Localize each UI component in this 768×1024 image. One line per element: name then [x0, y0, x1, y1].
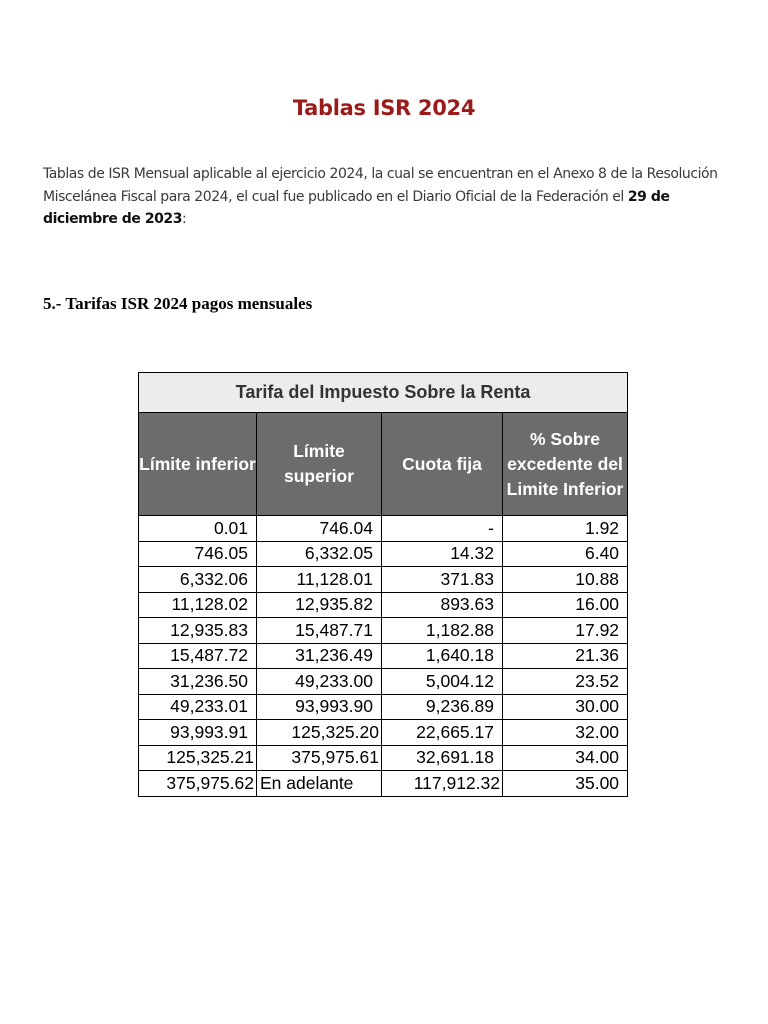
cell-porcentaje: 16.00 [503, 592, 628, 618]
cell-limite-superior: 746.04 [257, 516, 382, 542]
cell-limite-superior: En adelante [257, 771, 382, 797]
cell-limite-superior: 11,128.01 [257, 567, 382, 593]
cell-porcentaje: 23.52 [503, 669, 628, 695]
cell-limite-superior: 15,487.71 [257, 618, 382, 644]
table-row [139, 771, 628, 797]
page-title: Tablas ISR 2024 [292, 96, 476, 120]
cell-limite-inferior: 93,993.91 [139, 720, 257, 746]
cell-porcentaje: 21.36 [503, 643, 628, 669]
cell-cuota-fija: 117,912.32 [382, 771, 503, 797]
intro-text: Tablas de ISR Mensual aplicable al ejercicio 2024, la cual se encuentran en el Anexo 8 de la Resolución Miscelánea Fiscal para 2024, el cual fue publicado en el Diario Oficial de la Federación el [43, 166, 718, 205]
cell-cuota-fija: 5,004.12 [382, 669, 503, 695]
cell-cuota-fija: - [382, 516, 503, 542]
table-body [139, 516, 628, 797]
cell-cuota-fija: 14.32 [382, 541, 503, 567]
cell-cuota-fija: 893.63 [382, 592, 503, 618]
cell-cuota-fija: 371.83 [382, 567, 503, 593]
table-caption: Tarifa del Impuesto Sobre la Renta [139, 373, 628, 413]
header-cuota-fija: Cuota fija [382, 413, 503, 516]
intro-paragraph [43, 163, 733, 231]
cell-limite-inferior: 12,935.83 [139, 618, 257, 644]
cell-limite-superior: 12,935.82 [257, 592, 382, 618]
table-row [139, 618, 628, 644]
cell-porcentaje: 1.92 [503, 516, 628, 542]
cell-limite-superior: 93,993.90 [257, 694, 382, 720]
cell-cuota-fija: 1,640.18 [382, 643, 503, 669]
cell-limite-superior: 125,325.20 [257, 720, 382, 746]
cell-porcentaje: 35.00 [503, 771, 628, 797]
cell-limite-inferior: 0.01 [139, 516, 257, 542]
intro-text-end: : [182, 211, 187, 227]
table-row [139, 720, 628, 746]
table-row [139, 592, 628, 618]
table-row [139, 643, 628, 669]
cell-porcentaje: 10.88 [503, 567, 628, 593]
cell-limite-inferior: 49,233.01 [139, 694, 257, 720]
cell-limite-inferior: 15,487.72 [139, 643, 257, 669]
section-heading: 5.- Tarifas ISR 2024 pagos mensuales [43, 294, 313, 313]
cell-limite-inferior: 31,236.50 [139, 669, 257, 695]
cell-cuota-fija: 32,691.18 [382, 745, 503, 771]
table-header-row [139, 413, 628, 516]
cell-porcentaje: 30.00 [503, 694, 628, 720]
cell-limite-inferior: 125,325.21 [139, 745, 257, 771]
table-row [139, 694, 628, 720]
table-row [139, 516, 628, 542]
header-limite-superior: Límite superior [257, 413, 382, 516]
cell-limite-inferior: 6,332.06 [139, 567, 257, 593]
isr-tariff-table [138, 372, 628, 797]
table-caption-row [139, 373, 628, 413]
cell-limite-superior: 31,236.49 [257, 643, 382, 669]
table-row [139, 567, 628, 593]
cell-porcentaje: 6.40 [503, 541, 628, 567]
cell-limite-inferior: 375,975.62 [139, 771, 257, 797]
table-row [139, 541, 628, 567]
header-porcentaje-excedente: % Sobre excedente del Limite Inferior [503, 413, 628, 516]
cell-limite-superior: 6,332.05 [257, 541, 382, 567]
cell-porcentaje: 34.00 [503, 745, 628, 771]
cell-cuota-fija: 9,236.89 [382, 694, 503, 720]
cell-limite-inferior: 746.05 [139, 541, 257, 567]
cell-cuota-fija: 1,182.88 [382, 618, 503, 644]
cell-limite-inferior: 11,128.02 [139, 592, 257, 618]
table-row [139, 669, 628, 695]
cell-porcentaje: 17.92 [503, 618, 628, 644]
header-limite-inferior: Límite inferior [139, 413, 257, 516]
cell-limite-superior: 375,975.61 [257, 745, 382, 771]
cell-limite-superior: 49,233.00 [257, 669, 382, 695]
cell-porcentaje: 32.00 [503, 720, 628, 746]
publication-date: 29 de diciembre de 2023 [43, 188, 670, 227]
cell-cuota-fija: 22,665.17 [382, 720, 503, 746]
table-row [139, 745, 628, 771]
